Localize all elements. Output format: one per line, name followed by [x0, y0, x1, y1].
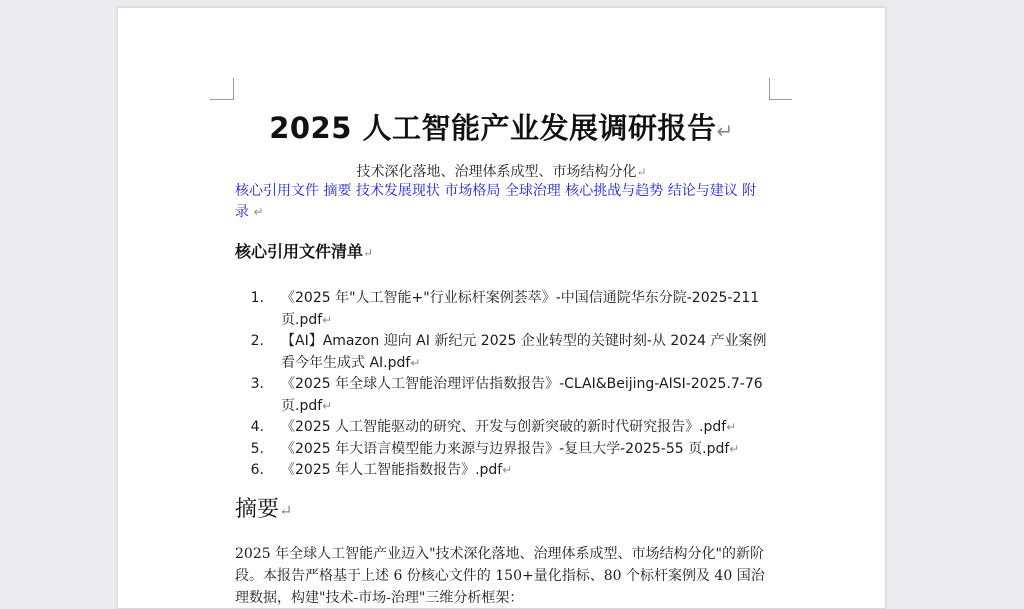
- paragraph-mark-icon: ↵: [363, 246, 374, 260]
- heading-abstract-text: 摘要: [235, 497, 280, 522]
- paragraph-mark-icon: ↵: [322, 312, 333, 327]
- paragraph-mark-icon: ↵: [253, 205, 264, 219]
- list-number: 2.: [250, 333, 264, 349]
- document-title[interactable]: [118, 106, 885, 147]
- title-text: 2025 人工智能产业发展调研报告: [269, 111, 717, 145]
- list-number: 6.: [250, 462, 264, 478]
- toc-link-challenges[interactable]: 核心挑战与趋势: [565, 183, 664, 199]
- paragraph-mark-icon: ↵: [716, 119, 734, 143]
- list-number: 5.: [250, 440, 264, 457]
- toc-link-references[interactable]: 核心引用文件: [235, 183, 319, 199]
- list-item[interactable]: [235, 417, 775, 439]
- table-of-contents-links: [235, 181, 765, 223]
- heading-abstract[interactable]: [235, 492, 292, 523]
- toc-link-market[interactable]: 市场格局: [444, 183, 501, 199]
- paragraph-mark-icon: ↵: [636, 165, 647, 179]
- list-item[interactable]: [235, 439, 775, 461]
- list-item-text: 《2025 人工智能驱动的研究、开发与创新突破的新时代研究报告》.pdf: [281, 419, 727, 435]
- toc-link-governance[interactable]: 全球治理: [504, 183, 561, 199]
- references-list: [235, 288, 775, 482]
- heading-references-text: 核心引用文件清单: [235, 242, 364, 261]
- list-item-text: 《2025 年全球人工智能治理评估指数报告》-CLAI&Beijing-AISI-2025.7-76 页.pdf: [281, 376, 763, 414]
- list-item[interactable]: [235, 374, 775, 417]
- paragraph-mark-icon: ↵: [322, 398, 333, 413]
- list-number: 4.: [250, 419, 264, 435]
- paragraph-mark-icon: ↵: [729, 441, 740, 456]
- list-item[interactable]: [235, 460, 775, 482]
- toc-link-conclusion[interactable]: 结论与建议: [667, 183, 738, 199]
- list-item-text: 《2025 年人工智能指数报告》.pdf: [281, 462, 503, 478]
- subtitle-text: 技术深化落地、治理体系成型、市场结构分化: [356, 164, 637, 180]
- toc-link-appendix[interactable]: 附录: [235, 183, 757, 220]
- paragraph-mark-icon: ↵: [726, 420, 737, 434]
- document-page[interactable]: [117, 7, 886, 609]
- document-subtitle[interactable]: [118, 161, 885, 181]
- list-item[interactable]: [235, 331, 775, 374]
- paragraph-mark-icon: ↵: [502, 463, 513, 477]
- list-item[interactable]: [235, 288, 775, 331]
- toc-link-tech-status[interactable]: 技术发展现状: [355, 183, 440, 199]
- paragraph-mark-icon: ↵: [279, 501, 293, 520]
- crop-mark-top-left: [210, 78, 234, 100]
- crop-mark-top-right: [769, 78, 792, 100]
- toc-link-abstract[interactable]: 摘要: [323, 183, 352, 199]
- heading-references[interactable]: [235, 239, 373, 262]
- list-item-text: 《2025 年大语言模型能力来源与边界报告》-复旦大学-2025-55 页.pdf: [281, 440, 730, 457]
- list-number: 1.: [250, 290, 264, 306]
- list-number: 3.: [250, 376, 264, 392]
- list-item-text: 【AI】Amazon 迎向 AI 新纪元 2025 企业转型的关键时刻-从 2024 产业案例看今年生成式 AI.pdf: [281, 333, 767, 371]
- abstract-paragraph[interactable]: [235, 543, 770, 609]
- list-item-text: 《2025 年"人工智能+"行业标杆案例荟萃》-中国信通院华东分院-2025-211 页.pdf: [281, 290, 760, 328]
- abstract-text: 2025 年全球人工智能产业迈入"技术深化落地、治理体系成型、市场结构分化"的新阶段。本报告严格基于上述 6 份核心文件的 150+量化指标、80 个标杆案例及 40 国治理数据，构建"技术-市场-治理"三维分析框架：: [235, 546, 765, 606]
- paragraph-mark-icon: ↵: [410, 355, 421, 370]
